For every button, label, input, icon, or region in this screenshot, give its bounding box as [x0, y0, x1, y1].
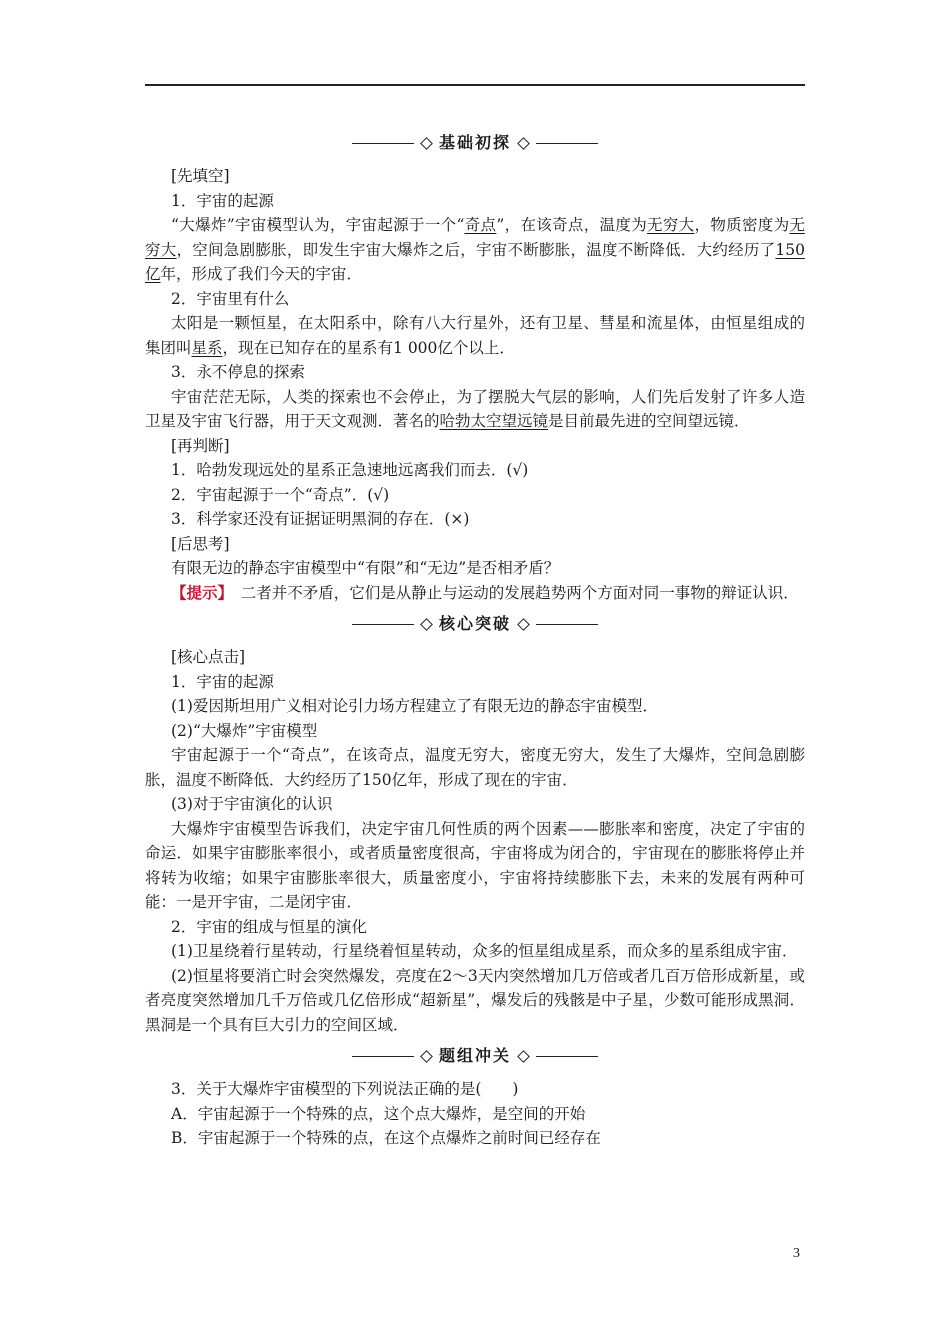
heading-origin: 1．宇宙的起源: [171, 191, 274, 210]
diamond-icon: [517, 618, 530, 631]
section-title: 核心突破: [438, 613, 511, 633]
diamond-icon: [517, 137, 530, 150]
hint-paragraph: 【提示】 二者并不矛盾，它们是从静止与运动的发展趋势两个方面对同一事物的辩证认识．: [171, 582, 799, 602]
core-paragraph: (2)恒星将要消亡时会突然爆发，亮度在2～3天内突然增加几万倍或者几百万倍形成新星，或者亮度突然增加几千万倍或几亿倍形成“超新星”，爆发后的残骸是中子星，少数可能形成黑洞．黑洞是一个具有巨大引力的空间区域．: [145, 966, 805, 1034]
judge-item: 1．哈勃发现远处的星系正急速地远离我们而去．(√): [171, 461, 529, 479]
option-a: A．宇宙起源于一个特殊的点，这个点大爆炸，是空间的开始: [171, 1104, 586, 1123]
section-header-basic: [145, 126, 805, 160]
core-paragraph: 大爆炸宇宙模型告诉我们，决定宇宙几何性质的两个因素——膨胀率和密度，决定了宇宙的命运．如果宇宙膨胀率很小，或者质量密度很高，宇宙将成为闭合的，宇宙现在的膨胀将停止并将转为收缩；如果宇宙膨胀率很大，质量密度小，宇宙将持续膨胀下去，未来的发展有两种可能：一是开宇宙，二是闭宇宙．: [145, 819, 805, 911]
judge-item: 2．宇宙起源于一个“奇点”．(√): [171, 485, 390, 504]
section-header-practice: [145, 1039, 805, 1073]
core-heading-composition: 2．宇宙的组成与恒星的演化: [171, 917, 367, 936]
diamond-icon: [420, 618, 433, 631]
think-question: 有限无边的静态宇宙模型中“有限”和“无边”是否相矛盾？: [171, 559, 560, 577]
page-number: 3: [793, 1246, 800, 1261]
heading-exploration: 3．永不停息的探索: [171, 363, 305, 381]
diamond-icon: [420, 137, 433, 150]
core-item: (2)“大爆炸”宇宙模型: [171, 721, 318, 740]
judge-item: 3．科学家还没有证据证明黑洞的存在．(×): [171, 510, 470, 528]
document-body: [145, 124, 805, 1151]
core-heading-origin: 1．宇宙的起源: [171, 672, 274, 691]
core-paragraph: (1)卫星绕着行星转动，行星绕着恒星转动，众多的恒星组成星系，而众多的星系组成宇宙．: [171, 942, 798, 960]
core-item: (3)对于宇宙演化的认识: [171, 795, 333, 813]
diamond-icon: [420, 1050, 433, 1063]
diamond-icon: [517, 1050, 530, 1063]
hint-tag: 【提示】: [171, 582, 226, 602]
core-label: [核心点击]: [171, 648, 246, 666]
paragraph-origin: “大爆炸”宇宙模型认为，宇宙起源于一个“奇点”，在该奇点，温度为无穷大，物质密度为无穷大，空间急剧膨胀，即发生宇宙大爆炸之后，宇宙不断膨胀，温度不断降低．大约经历了150亿年，形成了我们今天的宇宙．: [145, 216, 805, 283]
think-label: [后思考]: [171, 534, 230, 553]
section-title: 题组冲关: [438, 1045, 511, 1065]
section-header-core: [145, 607, 805, 641]
paragraph-exploration: 宇宙茫茫无际，人类的探索也不会停止，为了摆脱大气层的影响，人们先后发射了许多人造卫星及宇宙飞行器，用于天文观测．著名的哈勃太空望远镜是目前最先进的空间望远镜．: [145, 387, 805, 430]
question-stem: 3．关于大爆炸宇宙模型的下列说法正确的是( ): [171, 1080, 519, 1098]
judge-label: [再判断]: [171, 436, 230, 455]
section-title: 基础初探: [438, 132, 511, 152]
paragraph-contents: 太阳是一颗恒星，在太阳系中，除有八大行星外，还有卫星、彗星和流星体，由恒星组成的集团叫星系，现在已知存在的星系有1 000亿个以上．: [145, 314, 805, 357]
fill-label: [先填空]: [171, 167, 230, 185]
heading-contents: 2．宇宙里有什么: [171, 289, 290, 308]
option-b: B．宇宙起源于一个特殊的点，在这个点爆炸之前时间已经存在: [171, 1129, 601, 1147]
core-paragraph: 宇宙起源于一个“奇点”，在该奇点，温度无穷大，密度无穷大，发生了大爆炸，空间急剧膨胀，温度不断降低．大约经历了150亿年，形成了现在的宇宙．: [145, 746, 805, 789]
core-item: (1)爱因斯坦用广义相对论引力场方程建立了有限无边的静态宇宙模型．: [171, 697, 658, 715]
header-rule: [145, 84, 805, 86]
